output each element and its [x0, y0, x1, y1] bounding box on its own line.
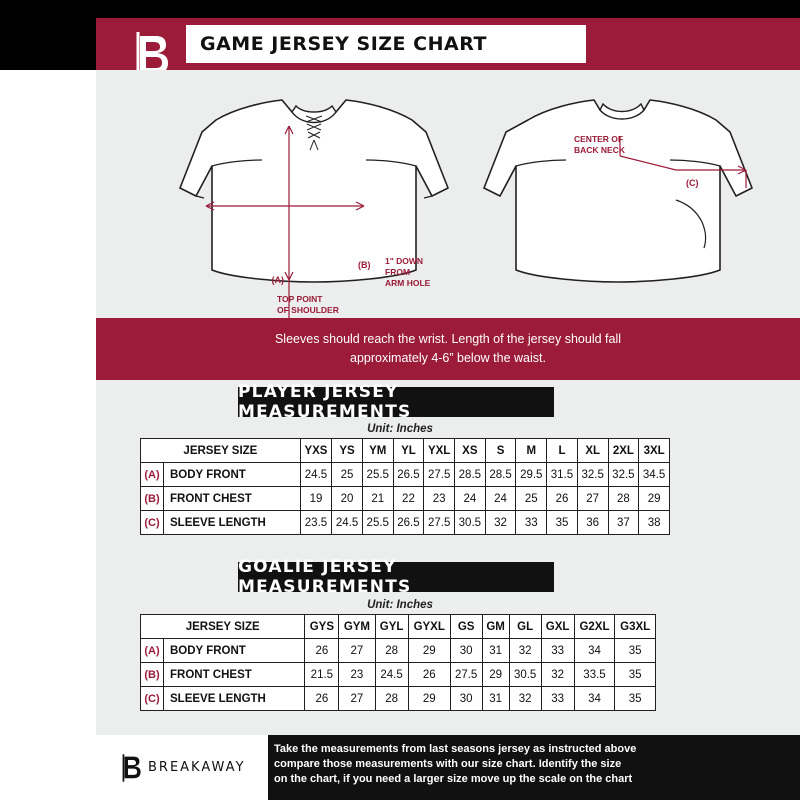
column-header: S: [485, 439, 516, 463]
column-header: GYM: [339, 615, 375, 639]
table-cell: 23: [339, 663, 375, 687]
table-cell: 37: [608, 511, 639, 535]
table-header-row: [141, 615, 656, 639]
row-label: FRONT CHEST: [164, 487, 301, 511]
table-cell: 35: [615, 687, 656, 711]
table-cell: 27: [339, 687, 375, 711]
column-header: XS: [455, 439, 486, 463]
table-cell: 28: [375, 639, 408, 663]
row-marker: (C): [141, 511, 164, 535]
row-marker: (B): [141, 663, 164, 687]
table-corner-header: JERSEY SIZE: [141, 439, 301, 463]
column-header: GS: [450, 615, 482, 639]
table-cell: 28: [375, 687, 408, 711]
svg-text:(A): (A): [271, 275, 284, 285]
svg-text:(C): (C): [686, 178, 699, 188]
table-cell: 30: [450, 687, 482, 711]
table-cell: 29: [408, 687, 450, 711]
svg-text:FROM: FROM: [385, 267, 411, 277]
left-white-margin: [0, 318, 96, 735]
top-black-bar: [0, 0, 800, 18]
table-cell: 27: [577, 487, 608, 511]
table-cell: 29: [408, 639, 450, 663]
table-row: [141, 639, 656, 663]
table-cell: 36: [577, 511, 608, 535]
table-cell: 30.5: [509, 663, 541, 687]
column-header: L: [547, 439, 578, 463]
table-cell: 24: [455, 487, 486, 511]
table-cell: 26: [305, 687, 339, 711]
column-header: 3XL: [639, 439, 670, 463]
table-cell: 23.5: [300, 511, 331, 535]
table-cell: 33.5: [574, 663, 615, 687]
header-left-black: [0, 18, 96, 70]
table-row: [141, 663, 656, 687]
row-marker: (B): [141, 487, 164, 511]
table-cell: 34.5: [639, 463, 670, 487]
table-cell: 26.5: [393, 463, 424, 487]
table-cell: 34: [574, 687, 615, 711]
svg-text:(B): (B): [358, 260, 371, 270]
footer-logo-icon: [112, 752, 144, 784]
table-cell: 27.5: [450, 663, 482, 687]
svg-text:CENTER OF: CENTER OF: [574, 134, 624, 144]
goalie-section-title-text: GOALIE JERSEY MEASUREMENTS: [238, 557, 412, 597]
goalie-measurements-table: [140, 614, 656, 711]
player-section-title: [238, 382, 554, 422]
table-cell: 27.5: [424, 511, 455, 535]
table-cell: 33: [541, 639, 574, 663]
table-cell: 35: [615, 639, 656, 663]
jersey-illustration: [96, 70, 800, 318]
table-cell: 29.5: [516, 463, 547, 487]
table-cell: 32.5: [608, 463, 639, 487]
row-marker: (A): [141, 639, 164, 663]
table-row: [141, 511, 670, 535]
column-header: YXL: [424, 439, 455, 463]
row-label: BODY FRONT: [164, 639, 305, 663]
table-cell: 38: [639, 511, 670, 535]
player-measurements-table: [140, 438, 670, 535]
table-cell: 26.5: [393, 511, 424, 535]
table-cell: 28: [608, 487, 639, 511]
row-marker: (C): [141, 687, 164, 711]
column-header: GYL: [375, 615, 408, 639]
column-header: G2XL: [574, 615, 615, 639]
goalie-unit-label: Unit: Inches: [367, 599, 433, 611]
footer-brand-name: BREAKAWAY: [148, 760, 246, 775]
table-cell: 30.5: [455, 511, 486, 535]
table-cell: 25: [332, 463, 363, 487]
footer-instructions: [274, 742, 790, 787]
table-cell: 27.5: [424, 463, 455, 487]
column-header: GYXL: [408, 615, 450, 639]
svg-text:OF SHOULDER: OF SHOULDER: [277, 305, 339, 315]
table-cell: 35: [615, 663, 656, 687]
table-cell: 24.5: [375, 663, 408, 687]
table-cell: 33: [541, 687, 574, 711]
column-header: GL: [509, 615, 541, 639]
table-cell: 21: [362, 487, 393, 511]
column-header: YM: [362, 439, 393, 463]
svg-text:TOP POINT: TOP POINT: [277, 294, 323, 304]
table-cell: 24.5: [300, 463, 331, 487]
row-label: SLEEVE LENGTH: [164, 511, 301, 535]
column-header: M: [516, 439, 547, 463]
table-cell: 31.5: [547, 463, 578, 487]
table-cell: 35: [547, 511, 578, 535]
table-cell: 23: [424, 487, 455, 511]
table-cell: 30: [450, 639, 482, 663]
column-header: 2XL: [608, 439, 639, 463]
table-cell: 26: [305, 639, 339, 663]
table-cell: 19: [300, 487, 331, 511]
column-header: YS: [332, 439, 363, 463]
footer-line-3: on the chart, if you need a larger size move up the scale on the chart: [274, 773, 633, 785]
instruction-line-1: Sleeves should reach the wrist. Length of the jersey should fall: [274, 332, 622, 346]
table-cell: 24: [485, 487, 516, 511]
table-cell: 25: [516, 487, 547, 511]
column-header: GYS: [305, 615, 339, 639]
table-cell: 27: [339, 639, 375, 663]
svg-text:BACK NECK: BACK NECK: [574, 145, 625, 155]
table-cell: 34: [574, 639, 615, 663]
column-header: GXL: [541, 615, 574, 639]
table-row: [141, 687, 656, 711]
table-cell: 32.5: [577, 463, 608, 487]
table-row: [141, 487, 670, 511]
svg-text:ARM HOLE: ARM HOLE: [385, 278, 431, 288]
column-header: YL: [393, 439, 424, 463]
table-cell: 22: [393, 487, 424, 511]
table-cell: 32: [509, 639, 541, 663]
svg-text:1" DOWN: 1" DOWN: [385, 256, 424, 266]
table-cell: 28.5: [485, 463, 516, 487]
table-corner-header: JERSEY SIZE: [141, 615, 305, 639]
table-cell: 28.5: [455, 463, 486, 487]
player-unit-label: Unit: Inches: [367, 423, 433, 435]
instruction-line-2: approximately 4-6” below the waist.: [350, 351, 546, 365]
table-cell: 20: [332, 487, 363, 511]
table-cell: 21.5: [305, 663, 339, 687]
top-bar-right: [96, 0, 800, 18]
table-cell: 29: [482, 663, 509, 687]
page-title: [186, 25, 586, 63]
page-title-text: GAME JERSEY SIZE CHART: [200, 33, 487, 55]
table-cell: 32: [485, 511, 516, 535]
goalie-section-title: [238, 557, 554, 597]
table-cell: 25.5: [362, 463, 393, 487]
column-header: G3XL: [615, 615, 656, 639]
table-cell: 25.5: [362, 511, 393, 535]
table-cell: 26: [408, 663, 450, 687]
row-label: SLEEVE LENGTH: [164, 687, 305, 711]
table-cell: 29: [639, 487, 670, 511]
player-section-title-text: PLAYER JERSEY MEASUREMENTS: [238, 382, 412, 422]
footer-line-2: compare those measurements with our size chart. Identify the size: [274, 758, 622, 770]
instruction-band: [96, 318, 800, 380]
row-label: BODY FRONT: [164, 463, 301, 487]
row-label: FRONT CHEST: [164, 663, 305, 687]
table-cell: 31: [482, 639, 509, 663]
column-header: YXS: [300, 439, 331, 463]
table-cell: 32: [509, 687, 541, 711]
column-header: GM: [482, 615, 509, 639]
table-row: [141, 463, 670, 487]
table-cell: 32: [541, 663, 574, 687]
row-marker: (A): [141, 463, 164, 487]
table-cell: 26: [547, 487, 578, 511]
footer-line-1: Take the measurements from last seasons jersey as instructed above: [274, 743, 637, 755]
table-cell: 33: [516, 511, 547, 535]
table-header-row: [141, 439, 670, 463]
column-header: XL: [577, 439, 608, 463]
table-cell: 31: [482, 687, 509, 711]
table-cell: 24.5: [332, 511, 363, 535]
